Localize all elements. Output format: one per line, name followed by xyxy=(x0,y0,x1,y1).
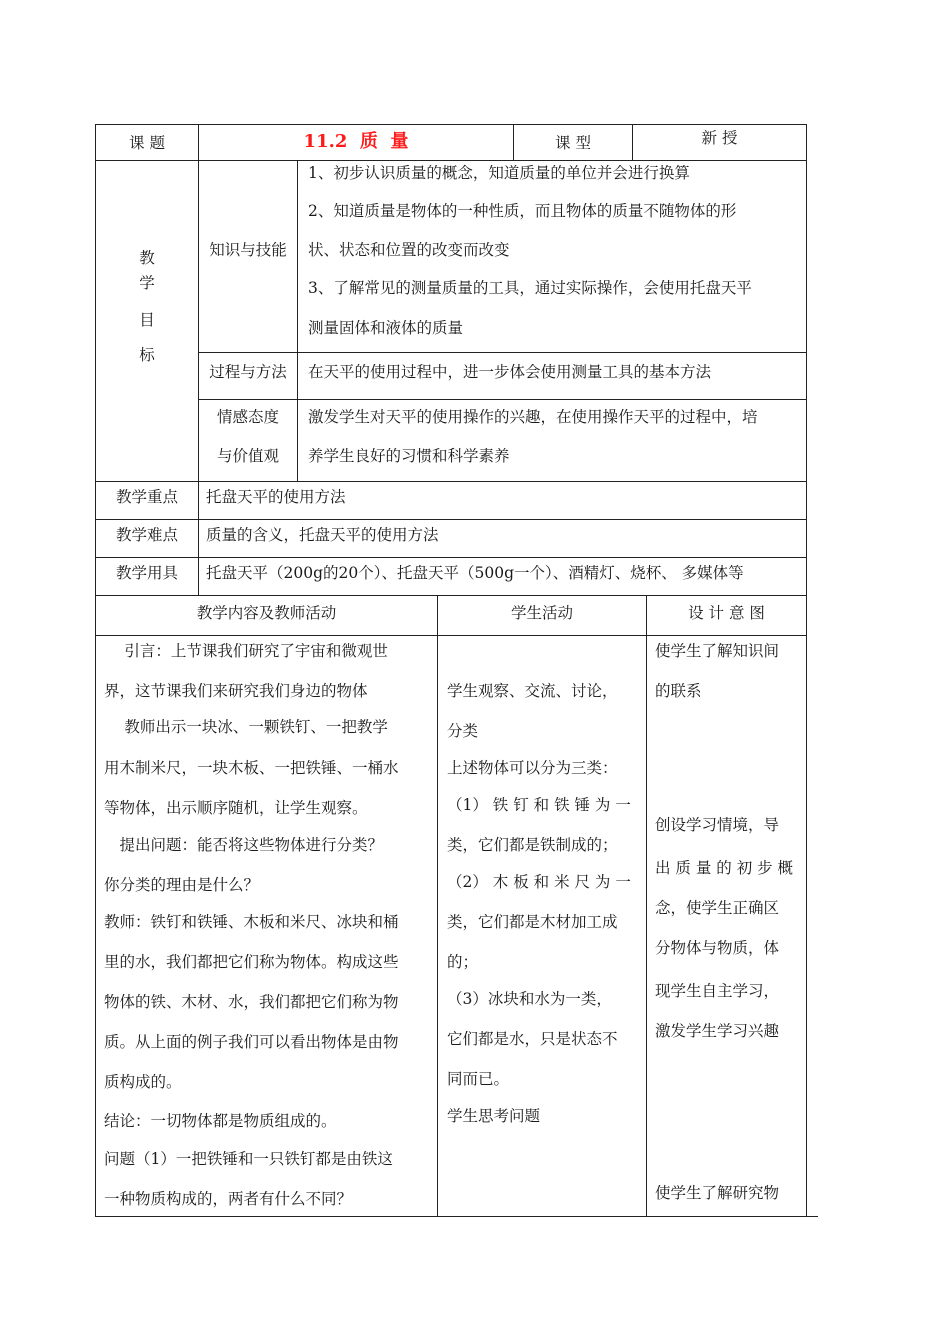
teacher-line: 一种物质构成的，两者有什么不同？ xyxy=(104,1190,353,1208)
process-text: 在天平的使用过程中，进一步体会使用测量工具的基本方法 xyxy=(308,363,712,381)
design-line: 创设学习情境，导 xyxy=(655,816,780,834)
knowledge-line: 1、初步认识质量的概念，知道质量的单位并会进行换算 xyxy=(308,164,690,182)
student-line: （1） 铁 钉 和 铁 锤 为 一 xyxy=(447,796,631,814)
teacher-line: 教师出示一块冰、一颗铁钉、一把教学 xyxy=(104,718,388,736)
objectives-label-2: 学 xyxy=(139,274,155,292)
design-line: 使学生了解研究物 xyxy=(655,1184,780,1202)
rule-top xyxy=(95,124,806,125)
student-line: 类，它们都是铁制成的； xyxy=(447,836,618,854)
student-line: 上述物体可以分为三类： xyxy=(447,759,618,777)
knowledge-label: 知识与技能 xyxy=(209,241,287,259)
knowledge-line: 3、了解常见的测量质量的工具，通过实际操作，会使用托盘天平 xyxy=(308,279,752,297)
student-line: （2） 木 板 和 米 尺 为 一 xyxy=(447,873,631,891)
rule xyxy=(95,595,806,596)
teacher-line: 物体的铁、木材、水，我们都把它们称为物 xyxy=(104,993,399,1011)
student-column-header: 学生活动 xyxy=(510,604,573,622)
lesson-title: 11.2 质 量 xyxy=(303,131,409,152)
design-line: 分物体与物质，体 xyxy=(655,939,780,957)
emotion-label-line: 情感态度 xyxy=(216,408,279,426)
process-label: 过程与方法 xyxy=(209,363,287,381)
teacher-line: 等物体，出示顺序随机，让学生观察。 xyxy=(104,799,368,817)
rule xyxy=(437,595,438,1217)
rule xyxy=(95,635,806,636)
teacher-line: 结论：一切物体都是物质组成的。 xyxy=(104,1112,337,1130)
student-line: 分类 xyxy=(447,722,479,740)
teacher-line: 里的水，我们都把它们称为物体。构成这些 xyxy=(104,953,399,971)
emotion-label-line: 与价值观 xyxy=(216,447,279,465)
student-line: 它们都是水，只是状态不 xyxy=(447,1030,618,1048)
rule-right xyxy=(806,124,807,1217)
teacher-line: 质。从上面的例子我们可以看出物体是由物 xyxy=(104,1033,399,1051)
knowledge-line: 状、状态和位置的改变而改变 xyxy=(308,241,510,259)
rule xyxy=(297,160,298,482)
key-points-text: 托盘天平的使用方法 xyxy=(206,488,346,506)
teacher-line: 界，这节课我们来研究我们身边的物体 xyxy=(104,682,368,700)
objectives-label-1: 教 xyxy=(139,249,155,267)
design-line: 的联系 xyxy=(655,682,702,700)
student-line: 学生思考问题 xyxy=(447,1107,541,1125)
student-line: （3）冰块和水为一类， xyxy=(447,990,612,1008)
rule xyxy=(95,519,806,520)
teacher-line: 提出问题：能否将这些物体进行分类？ xyxy=(104,836,384,854)
student-line: 学生观察、交流、讨论， xyxy=(447,682,618,700)
objectives-label-3: 目 xyxy=(139,311,155,329)
rule xyxy=(646,595,647,1217)
design-line: 使学生了解知识间 xyxy=(655,642,780,660)
teacher-line: 引言：上节课我们研究了宇宙和微观世 xyxy=(104,642,388,660)
teacher-line: 教师：铁钉和铁锤、木板和米尺、冰块和桶 xyxy=(104,913,399,931)
student-line: 同而已。 xyxy=(447,1070,510,1088)
emotion-line: 养学生良好的习惯和科学素养 xyxy=(308,447,510,465)
design-line: 激发学生学习兴趣 xyxy=(655,1022,780,1040)
rule xyxy=(95,557,806,558)
emotion-line: 激发学生对天平的使用操作的兴趣，在使用操作天平的过程中，培 xyxy=(308,408,758,426)
rule xyxy=(199,352,806,353)
student-line: 的； xyxy=(447,953,479,971)
knowledge-line: 测量固体和液体的质量 xyxy=(308,319,464,337)
difficulties-label: 教学难点 xyxy=(115,526,178,544)
rule xyxy=(199,399,806,400)
tools-text: 托盘天平（200g的20个）、托盘天平（500g一个）、酒精灯、烧杯、 多媒体等 xyxy=(206,564,744,582)
teacher-line: 质构成的。 xyxy=(104,1073,182,1091)
knowledge-line: 2、知道质量是物体的一种性质，而且物体的质量不随物体的形 xyxy=(308,202,737,220)
design-line: 现学生自主学习， xyxy=(655,982,780,1000)
design-column-header: 设 计 意 图 xyxy=(688,604,765,622)
kexing-label: 课 型 xyxy=(555,134,591,152)
teacher-line: 问题（1）一把铁锤和一只铁钉都是由铁这 xyxy=(104,1150,393,1168)
design-line: 念，使学生正确区 xyxy=(655,899,780,917)
difficulties-text: 质量的含义，托盘天平的使用方法 xyxy=(206,526,439,544)
design-line: 出 质 量 的 初 步 概 xyxy=(655,859,794,877)
keti-label: 课 题 xyxy=(129,134,165,152)
teacher-line: 你分类的理由是什么？ xyxy=(104,876,260,894)
rule xyxy=(198,124,199,596)
rule xyxy=(95,160,806,161)
tools-label: 教学用具 xyxy=(115,564,178,582)
teacher-line: 用木制米尺，一块木板、一把铁锤、一桶水 xyxy=(104,759,399,777)
rule xyxy=(95,481,806,482)
key-points-label: 教学重点 xyxy=(115,488,178,506)
teacher-column-header: 教学内容及教师活动 xyxy=(196,604,337,622)
rule-bottom xyxy=(95,1216,818,1217)
kexing-value: 新 授 xyxy=(701,129,738,147)
objectives-label-4: 标 xyxy=(139,346,155,364)
student-line: 类，它们都是木材加工成 xyxy=(447,913,618,931)
